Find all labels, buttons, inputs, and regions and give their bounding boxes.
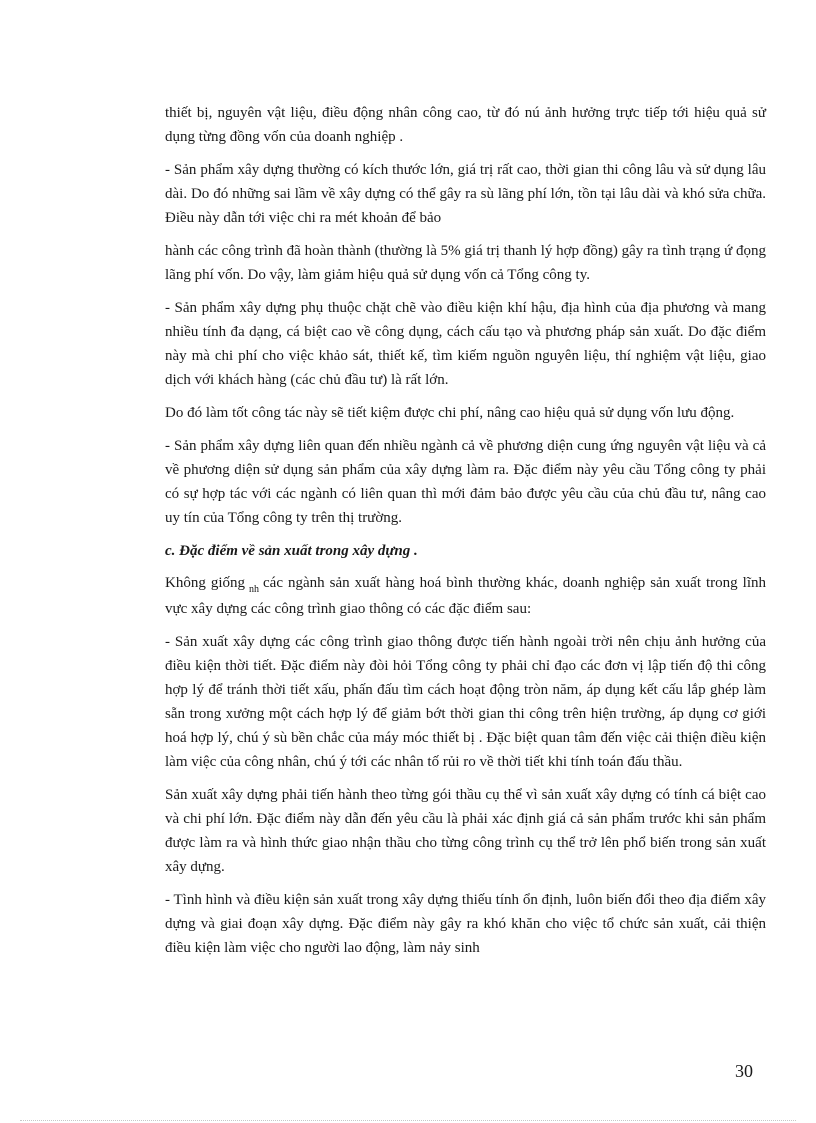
stray-subscript-text: nh [249, 584, 259, 595]
paragraph: Sản xuất xây dựng phải tiến hành theo từng gói thầu cụ thể vì sản xuất xây dựng có tính cá biệt cao và chi phí lớn. Đặc điểm này dẫn đến yêu cầu là phải xác định giá cả sản phẩm trước khi sản phẩm được làm ra và hình thức giao nhận thầu cho từng công trình cụ thể trở lên phổ biến trong sản xuất xây dựng. [165, 787, 766, 875]
paragraph: hành các công trình đã hoàn thành (thường là 5% giá trị thanh lý hợp đồng) gây ra tình trạng ứ đọng lãng phí vốn. Do vậy, làm giảm hiệu quả sử dụng vốn cả Tổng công ty. [165, 243, 766, 283]
paragraph: - Sản phẩm xây dựng thường có kích thước lớn, giá trị rất cao, thời gian thi công lâu và sử dụng lâu dài. Do đó những sai lầm về xây dựng có thể gây ra sù lãng phí lớn, tồn tại lâu dài và khó sửa chữa. Điều này dẫn tới việc chi ra mét khoản để bảo [165, 162, 766, 226]
paragraph: - Sản phẩm xây dựng liên quan đến nhiều ngành cả về phương diện cung ứng nguyên vật liệu và cả về phương diện sử dụng sản phẩm của xây dựng làm ra. Đặc điểm này yêu cầu Tổng công ty phải có sự hợp tác với các ngành có liên quan thì mới đảm bảo được yêu cầu của chủ đầu tư, nâng cao uy tín của Tổng công ty trên thị trường. [165, 438, 766, 526]
paragraph: - Sản xuất xây dựng các công trình giao thông được tiến hành ngoài trời nên chịu ảnh hưởng của điều kiện thời tiết. Đặc điểm này đòi hỏi Tổng công ty phải chỉ đạo các đơn vị lập tiến độ thi công hợp lý để tránh thời tiết xấu, phấn đấu tìm cách hoạt động tròn năm, áp dụng kết cấu lắp ghép làm sẵn trong xưởng một cách hợp lý để giảm bớt thời gian thi công trên hiện trường, áp dụng cơ giới hoá hợp lý, chú ý sù bền chắc của máy móc thiết bị . Đặc biệt quan tâm đến việc cải thiện điều kiện làm việc của công nhân, chú ý tới các nhân tố rủi ro về thời tiết khi tính toán đấu thầu. [165, 634, 766, 770]
paragraph: Do đó làm tốt công tác này sẽ tiết kiệm được chi phí, nâng cao hiệu quả sử dụng vốn lưu động. [165, 405, 735, 421]
intro-text-rest: các ngành sản xuất hàng hoá bình thường khác, doanh nghiệp sản xuất trong lĩnh vực xây dựng các công trình giao thông có các đặc điểm sau: [165, 575, 767, 617]
page-number: 30 [735, 1061, 753, 1081]
paragraph: thiết bị, nguyên vật liệu, điều động nhân công cao, từ đó nú ảnh hưởng trực tiếp tới hiệu quả sử dụng từng đồng vốn của doanh nghiệp . [165, 105, 766, 145]
footer-divider [20, 1120, 796, 1121]
section-heading: c. Đặc điểm về sản xuất trong xây dựng . [165, 543, 418, 559]
paragraph: - Tình hình và điều kiện sản xuất trong xây dựng thiếu tính ổn định, luôn biến đổi theo địa điểm xây dựng và giai đoạn xây dựng. Đặc điểm này gây ra khó khăn cho việc tổ chức sản xuất, cải thiện điều kiện làm việc cho người lao động, làm nảy sinh [165, 892, 766, 956]
paragraph: - Sản phẩm xây dựng phụ thuộc chặt chẽ vào điều kiện khí hậu, địa hình của địa phương và mang nhiều tính đa dạng, cá biệt cao về công dụng, cách cấu tạo và phương pháp sản xuất. Do đặc điểm này mà chi phí cho việc khảo sát, thiết kế, tìm kiếm nguồn nguyên liệu, thí nghiệm vật liệu, giao dịch với khách hàng (các chủ đầu tư) là rất lớn. [165, 300, 766, 388]
intro-text-start: Không giống [165, 575, 245, 591]
page-body [165, 101, 766, 969]
intro-paragraph [165, 571, 766, 621]
